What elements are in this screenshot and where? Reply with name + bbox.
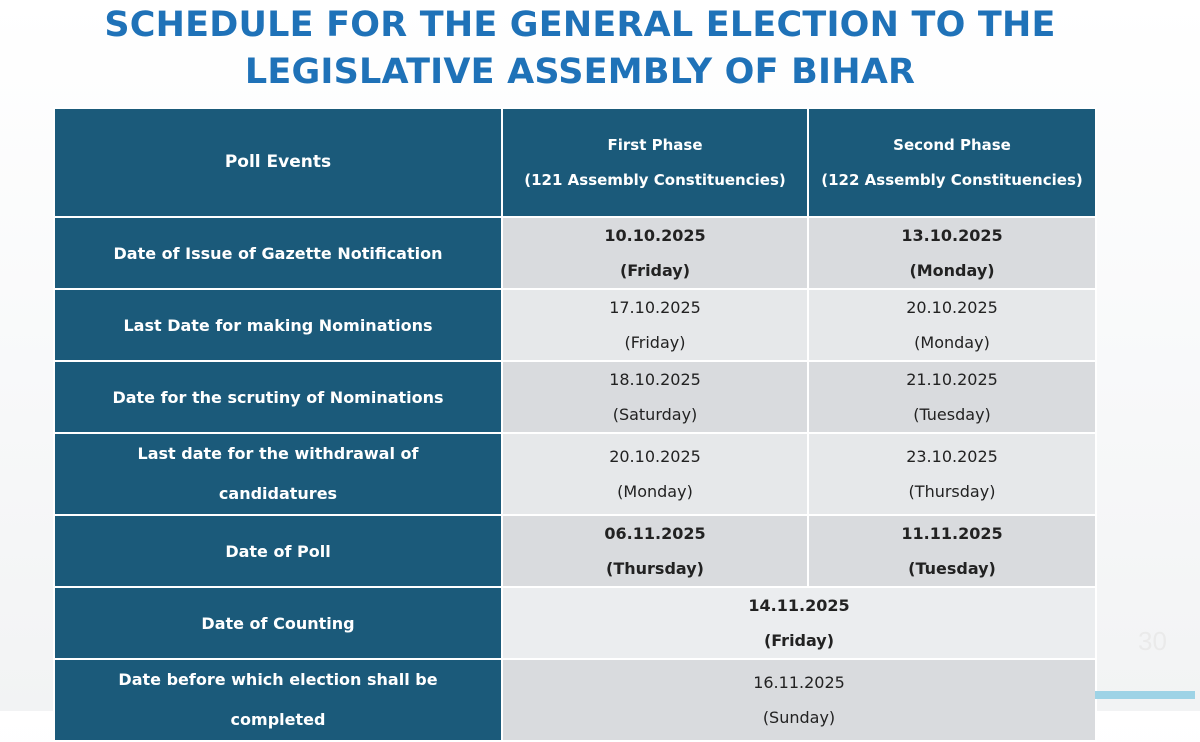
header-second-phase-name: Second Phase (893, 135, 1011, 154)
table-row (54, 217, 1096, 289)
header-poll-events: Poll Events (54, 108, 502, 217)
header-first-phase-detail: (121 Assembly Constituencies) (524, 170, 786, 189)
phase1-nominations-date (502, 289, 808, 361)
day-value: (Thursday) (606, 559, 704, 578)
title-line-1: SCHEDULE FOR THE GENERAL ELECTION TO THE (104, 5, 1056, 45)
table-row (54, 515, 1096, 587)
election-schedule-table (53, 107, 1097, 742)
day-value: (Tuesday) (913, 405, 991, 424)
date-value: 11.11.2025 (901, 524, 1003, 543)
date-value: 20.10.2025 (609, 447, 701, 466)
header-first-phase (502, 108, 808, 217)
day-value: (Friday) (763, 631, 835, 650)
day-value: (Monday) (914, 333, 990, 352)
page-number: 30 (1138, 626, 1167, 656)
phase2-scrutiny-date (808, 361, 1096, 433)
day-value: (Monday) (617, 482, 693, 501)
header-second-phase (808, 108, 1096, 217)
event-line-2: completed (230, 710, 326, 729)
event-gazette-notification: Date of Issue of Gazette Notification (54, 217, 502, 289)
date-value: 10.10.2025 (604, 226, 706, 245)
day-value: (Friday) (624, 333, 686, 352)
date-value: 14.11.2025 (748, 596, 850, 615)
day-value: (Tuesday) (908, 559, 996, 578)
day-value: (Sunday) (762, 708, 836, 727)
accent-bar (1095, 691, 1195, 699)
event-scrutiny: Date for the scrutiny of Nominations (54, 361, 502, 433)
event-poll: Date of Poll (54, 515, 502, 587)
event-line-2: candidatures (218, 484, 338, 503)
page-title (0, 2, 1160, 96)
phase2-poll-date (808, 515, 1096, 587)
phase2-gazette-date (808, 217, 1096, 289)
date-value: 23.10.2025 (906, 447, 998, 466)
date-value: 06.11.2025 (604, 524, 706, 543)
phase2-nominations-date (808, 289, 1096, 361)
counting-date (502, 587, 1096, 659)
date-value: 21.10.2025 (906, 370, 998, 389)
table-row (54, 361, 1096, 433)
event-counting: Date of Counting (54, 587, 502, 659)
phase1-withdrawal-date (502, 433, 808, 515)
table-row (54, 289, 1096, 361)
phase1-scrutiny-date (502, 361, 808, 433)
phase1-gazette-date (502, 217, 808, 289)
date-value: 17.10.2025 (609, 298, 701, 317)
day-value: (Thursday) (908, 482, 996, 501)
date-value: 18.10.2025 (609, 370, 701, 389)
table-row (54, 433, 1096, 515)
date-value: 13.10.2025 (901, 226, 1003, 245)
table-row (54, 659, 1096, 741)
event-completion (54, 659, 502, 741)
completion-date (502, 659, 1096, 741)
event-line-1: Last date for the withdrawal of (137, 444, 419, 463)
day-value: (Monday) (909, 261, 995, 280)
header-second-phase-detail: (122 Assembly Constituencies) (821, 170, 1083, 189)
day-value: (Saturday) (612, 405, 698, 424)
title-line-2: LEGISLATIVE ASSEMBLY OF BIHAR (244, 52, 916, 92)
table-header-row (54, 108, 1096, 217)
date-value: 20.10.2025 (906, 298, 998, 317)
day-value: (Friday) (619, 261, 691, 280)
phase1-poll-date (502, 515, 808, 587)
event-withdrawal (54, 433, 502, 515)
event-line-1: Date before which election shall be (118, 670, 438, 689)
phase2-withdrawal-date (808, 433, 1096, 515)
event-nominations: Last Date for making Nominations (54, 289, 502, 361)
header-first-phase-name: First Phase (607, 135, 703, 154)
date-value: 16.11.2025 (753, 673, 845, 692)
table-row (54, 587, 1096, 659)
